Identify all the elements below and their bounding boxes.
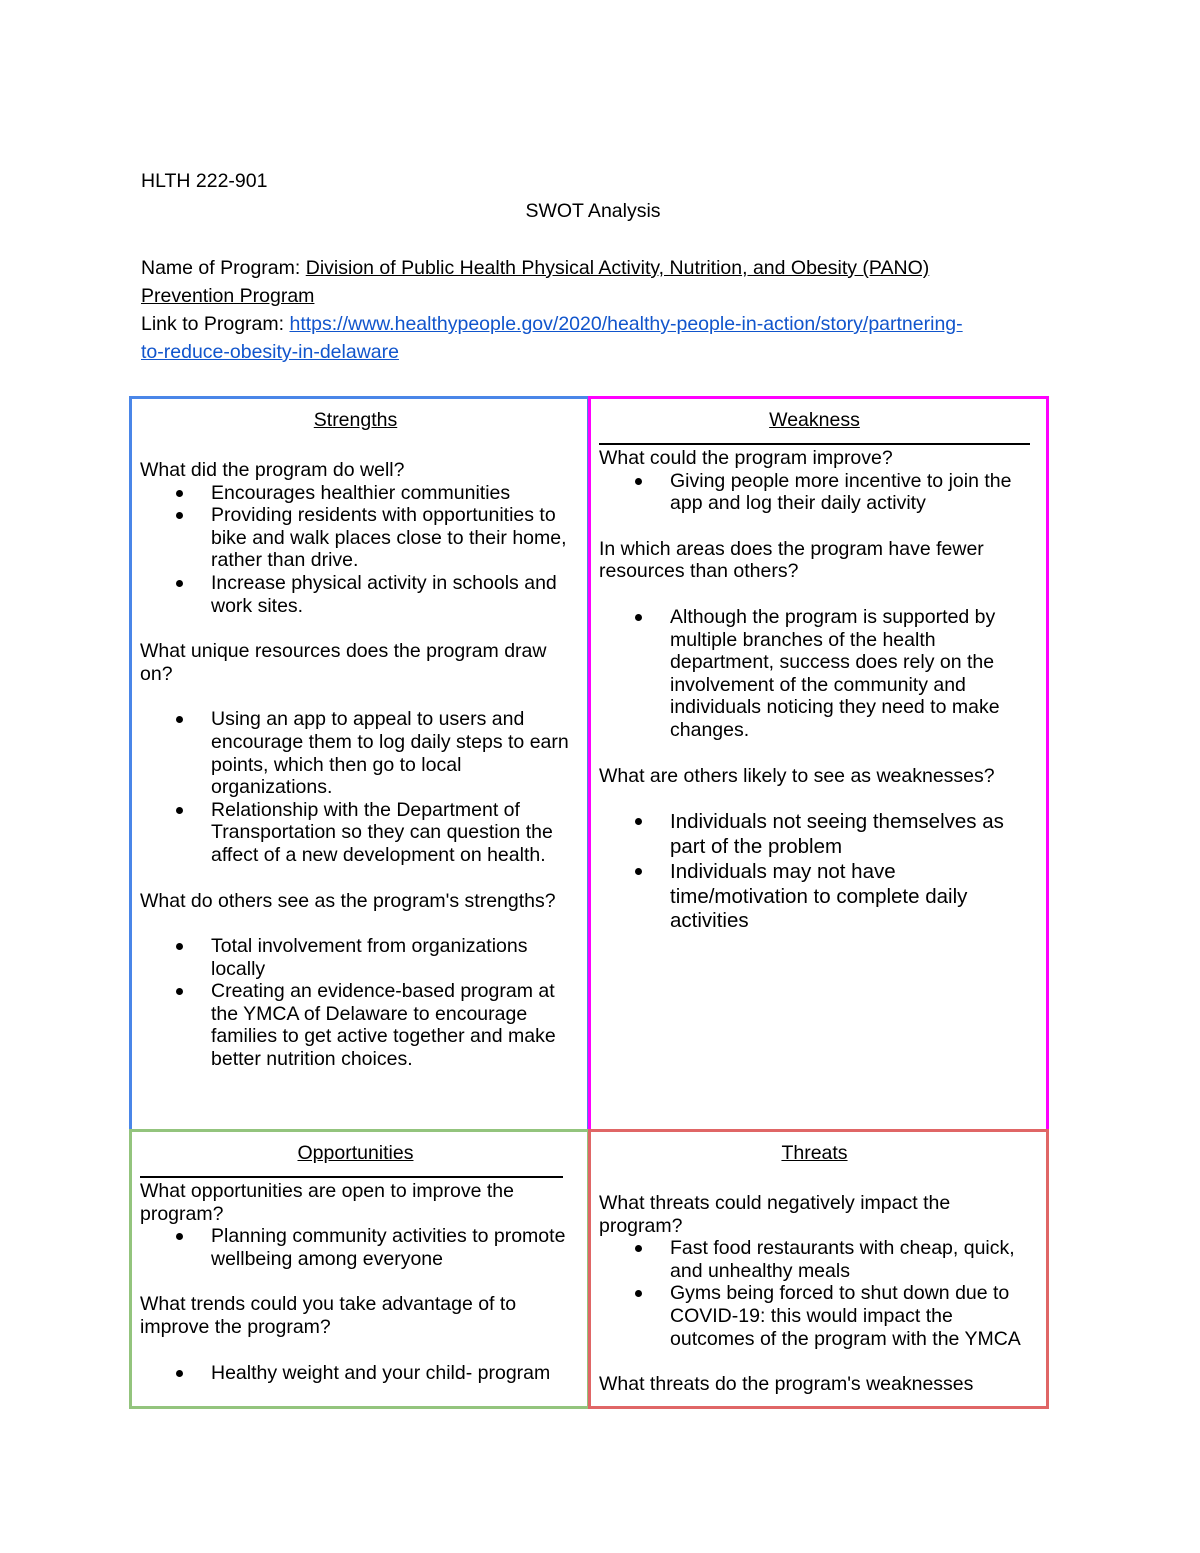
weakness-heading: [599, 409, 1030, 433]
opportunities-list-2: [140, 1362, 571, 1385]
program-name-value: Division of Public Health Physical Activity, Nutrition, and Obesity (PANO): [305, 257, 930, 279]
list-item: Although the program is supported by multiple branches of the health department, success does rely on the involvement of the community and individuals noticing they need to make changes.: [599, 606, 1030, 742]
bullet-icon: [176, 716, 183, 723]
list-item: Using an app to appeal to users and encourage them to log daily steps to earn points, which then go to local organizations.: [140, 708, 571, 798]
strengths-title: Strengths: [313, 409, 398, 431]
threats-list-1: [599, 1237, 1030, 1350]
list-item: Planning community activities to promote wellbeing among everyone: [140, 1225, 571, 1270]
bullet-icon: [176, 1370, 183, 1377]
program-link[interactable]: https://www.healthypeople.gov/2020/healthy-people-in-action/story/partnering-: [289, 313, 963, 335]
program-link-line-2: [141, 341, 399, 364]
weakness-question-2: In which areas does the program have fewer resources than others?: [599, 537, 984, 583]
bullet-icon: [176, 490, 183, 497]
strengths-list-3: [140, 935, 571, 1071]
program-link-label: Link to Program:: [141, 313, 290, 335]
program-name-value-cont: Prevention Program: [141, 285, 315, 307]
document-title: SWOT Analysis: [525, 200, 661, 222]
program-name-line-1: [141, 257, 929, 280]
list-item: Individuals may not have time/motivation to complete daily activities: [599, 860, 1030, 934]
opportunities-question-1: What opportunities are open to improve the program?: [140, 1180, 514, 1225]
list-item: Creating an evidence-based program at the YMCA of Delaware to encourage families to get active together and make better nutrition choices.: [140, 980, 571, 1070]
bullet-icon: [635, 1245, 642, 1252]
strengths-list-2: [140, 708, 571, 866]
bullet-icon: [176, 807, 183, 814]
strengths-question-2: What unique resources does the program draw on?: [140, 640, 547, 685]
list-item: Healthy weight and your child- program: [140, 1362, 571, 1385]
list-item: Relationship with the Department of Transportation so they can question the affect of a new development on health.: [140, 799, 571, 867]
list-item: Fast food restaurants with cheap, quick, and unhealthy meals: [599, 1237, 1030, 1282]
strengths-list-1: [140, 482, 571, 618]
program-link-line-1: [141, 313, 963, 336]
threats-cell: [588, 1129, 1049, 1409]
bullet-icon: [635, 818, 642, 825]
list-item: Total involvement from organizations locally: [140, 935, 571, 980]
weakness-list-2: [599, 606, 1030, 742]
weakness-list-1: [599, 470, 1030, 515]
program-link-cont[interactable]: to-reduce-obesity-in-delaware: [141, 341, 399, 363]
bullet-icon: [635, 478, 642, 485]
bullet-icon: [176, 943, 183, 950]
opportunities-question-2: What trends could you take advantage of to improve the program?: [140, 1293, 517, 1338]
bullet-icon: [176, 1233, 183, 1240]
bullet-icon: [176, 580, 183, 587]
bullet-icon: [635, 614, 642, 621]
weakness-title: Weakness: [769, 409, 860, 431]
strengths-heading: [140, 409, 571, 433]
list-item: Providing residents with opportunities to bike and walk places close to their home, rather than drive.: [140, 504, 571, 572]
opportunities-list-1: [140, 1225, 571, 1270]
list-item: Encourages healthier communities: [140, 482, 571, 505]
opportunities-cell: [129, 1129, 590, 1409]
list-item: Gyms being forced to shut down due to COVID-19: this would impact the outcomes of the program with the YMCA: [599, 1282, 1030, 1350]
bullet-icon: [176, 512, 183, 519]
bullet-icon: [635, 1290, 642, 1297]
bullet-icon: [635, 868, 642, 875]
list-item: Increase physical activity in schools and work sites.: [140, 572, 571, 617]
opportunities-heading: [140, 1142, 571, 1166]
list-item: Giving people more incentive to join the app and log their daily activity: [599, 470, 1030, 515]
weakness-list-3: [599, 810, 1030, 934]
strengths-question-1: What did the program do well?: [140, 459, 405, 481]
weakness-question-1: What could the program improve?: [599, 447, 893, 469]
course-code: HLTH 222-901: [141, 170, 268, 192]
program-name-label: Name of Program:: [141, 257, 306, 279]
threats-heading: [599, 1142, 1030, 1166]
threats-title: Threats: [781, 1142, 848, 1164]
strengths-question-3: What do others see as the program's strengths?: [140, 889, 556, 912]
opportunities-title: Opportunities: [297, 1142, 414, 1164]
list-item: Individuals not seeing themselves as part of the problem: [599, 810, 1030, 860]
bullet-icon: [176, 988, 183, 995]
weakness-question-3: What are others likely to see as weaknesses?: [599, 764, 995, 787]
threats-question-1: What threats could negatively impact the program?: [599, 1192, 951, 1237]
threats-question-2: What threats do the program's weaknesses: [599, 1373, 974, 1396]
weakness-cell: [588, 396, 1049, 1132]
strengths-cell: [129, 396, 590, 1132]
